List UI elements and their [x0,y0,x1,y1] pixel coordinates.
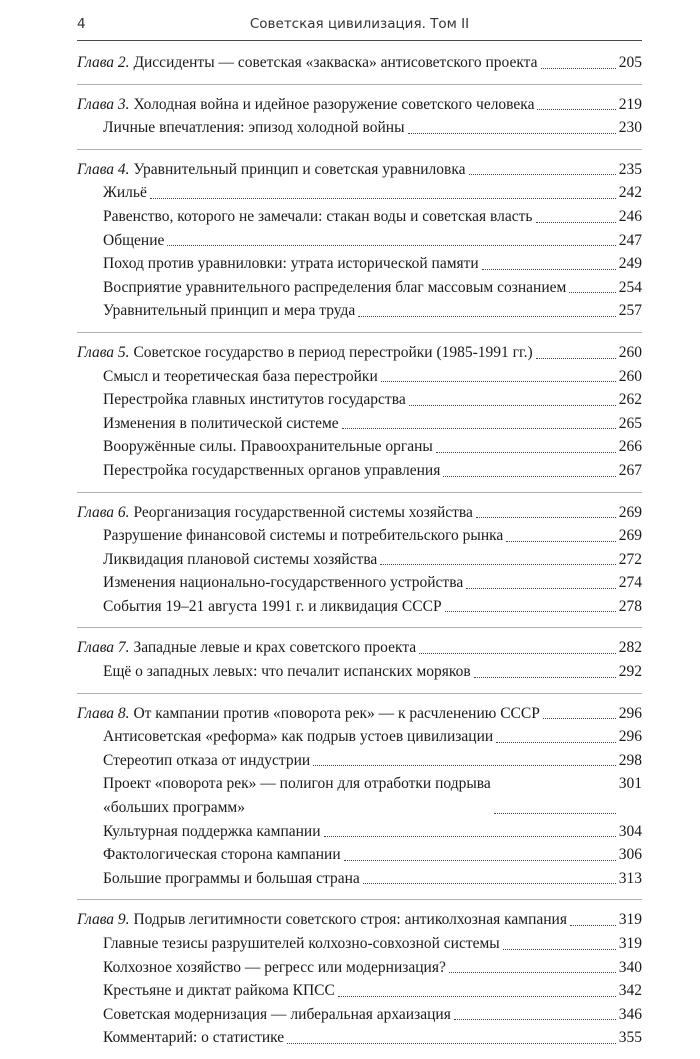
section-page-ref: 249 [618,255,642,273]
dot-leader [419,653,616,654]
section-entry[interactable] [77,660,642,684]
dot-leader [496,742,616,743]
section-title: Культурная поддержка кампании [103,822,321,840]
dot-leader [338,996,616,997]
dot-leader [541,68,616,69]
dot-leader [380,564,615,565]
section-entry[interactable] [77,956,642,980]
section-entry[interactable] [77,1026,642,1050]
section-page-ref: 304 [618,822,642,840]
chapter-heading [77,341,533,365]
section-title: Советская модернизация — либеральная архаизация [103,1005,451,1023]
dot-leader [537,109,615,110]
chapter-title: От кампании против «поворота рек» — к расчленению СССР [133,704,540,722]
section-entry[interactable] [77,412,642,436]
page-number: 4 [77,16,86,32]
chapter-block [77,636,642,693]
section-page-ref: 278 [618,597,642,615]
section-entry[interactable] [77,843,642,867]
section-entry[interactable] [77,595,642,619]
chapter-page-ref: 219 [618,95,642,113]
chapter-title: Диссиденты — советская «закваска» антисоветского проекта [133,54,538,71]
section-entry[interactable] [77,1003,642,1027]
chapter-title: Советское государство в период перестройки (1985-1991 гг.) [133,343,533,361]
section-title-line: Проект «поворота рек» — полигон для отработки подрыва [103,775,491,793]
dot-leader [466,588,616,589]
section-page-ref: 340 [618,958,642,976]
section-entry[interactable] [77,820,642,844]
dot-leader [313,765,616,766]
dot-leader [363,883,616,884]
dot-leader [536,358,616,359]
dot-leader [150,198,616,199]
section-title: Комментарий: о статистике [103,1029,285,1047]
chapter-entry[interactable] [77,501,642,525]
dot-leader [449,972,616,973]
section-page-ref: 242 [618,184,642,202]
chapter-title: Холодная война и идейное разоружение советского человека [133,95,535,113]
section-page-ref: 230 [618,119,642,137]
dot-leader [342,428,616,429]
section-entry[interactable] [77,299,642,323]
section-page-ref: 254 [618,278,642,296]
running-title: Советская цивилизация. Том II [249,16,470,32]
section-page-ref: 272 [618,550,642,568]
dot-leader [167,245,615,246]
section-title: Общение [103,231,165,249]
chapter-heading [77,51,538,75]
section-page-ref: 265 [618,414,642,432]
section-entry[interactable] [77,276,642,300]
dot-leader [536,222,616,223]
chapter-entry[interactable] [77,93,642,117]
section-page-ref: 306 [618,846,642,864]
chapter-entry[interactable] [77,908,642,932]
section-page-ref: 257 [618,302,642,320]
section-page-ref: 296 [618,728,642,746]
section-page-ref: 246 [618,207,642,225]
dot-leader [381,381,616,382]
section-entry[interactable] [77,181,642,205]
chapter-heading [77,636,416,660]
section-page-ref: 262 [618,391,642,409]
section-page-ref: 247 [618,231,642,249]
section-title: Крестьяне и диктат райкома КПСС [103,982,335,1000]
section-entry[interactable] [77,725,642,749]
section-title: Изменения в политической системе [103,414,339,432]
chapter-entry[interactable] [77,51,642,75]
section-page-ref: 342 [618,982,642,1000]
section-page-ref: 267 [618,461,642,479]
section-page-ref: 260 [618,367,642,385]
chapter-entry[interactable] [77,341,642,365]
chapter-prefix: Глава 9. [77,911,130,929]
section-title: Изменения национально-государственного устройства [103,574,464,592]
dot-leader [358,316,615,317]
dot-leader [482,269,616,270]
section-entry[interactable] [77,252,642,276]
section-title: Восприятие уравнительного распределения благ массовым сознанием [103,278,567,296]
dot-leader [445,611,616,612]
section-entry[interactable] [77,571,642,595]
chapter-prefix: Глава 2. [77,54,130,71]
chapter-prefix: Глава 8. [77,704,130,722]
section-title: Большие программы и большая страна [103,869,360,887]
section-page-ref: 346 [618,1005,642,1023]
dot-leader [543,718,616,719]
chapter-page-ref: 282 [618,639,642,657]
chapter-prefix: Глава 5. [77,343,130,361]
section-page-ref: 292 [618,663,642,681]
chapter-heading [77,158,466,182]
section-entry[interactable] [77,459,642,483]
section-page-ref: 298 [618,751,642,769]
section-entry[interactable] [77,435,642,459]
section-title: Жильё [103,184,147,202]
section-entry[interactable] [77,749,642,773]
chapter-page-ref: 319 [618,911,642,929]
chapter-prefix: Глава 4. [77,160,130,178]
section-entry[interactable] [77,229,642,253]
section-entry[interactable] [77,548,642,572]
section-entry[interactable] [77,365,642,389]
chapter-block [77,341,642,493]
section-title: Фактологическая сторона кампании [103,846,341,864]
table-of-contents [77,51,642,1059]
section-entry[interactable] [77,979,642,1003]
chapter-page-ref: 269 [618,503,642,521]
chapter-block [77,908,642,1059]
chapter-page-ref: 205 [618,54,642,71]
section-title: Антисоветская «реформа» как подрыв устоев цивилизации [103,728,494,746]
section-title: Главные тезисы разрушителей колхозно-совхозной системы [103,935,500,952]
chapter-page-ref: 296 [618,704,642,722]
dot-leader [569,292,615,293]
section-entry[interactable] [77,867,642,891]
dot-leader [474,677,616,678]
section-title: События 19–21 августа 1991 г. и ликвидация СССР [103,597,442,615]
section-title: Уравнительный принцип и мера труда [103,302,356,320]
dot-leader [409,405,616,406]
chapter-entry[interactable] [77,636,642,660]
section-page-ref: 266 [618,438,642,456]
chapter-title: Западные левые и крах советского проекта [133,639,417,657]
section-title: Разрушение финансовой системы и потребительского рынка [103,527,504,545]
section-title: Вооружённые силы. Правоохранительные органы [103,438,433,456]
section-entry[interactable] [77,205,642,229]
dot-leader [469,174,616,175]
chapter-title: Реорганизация государственной системы хозяйства [133,503,473,521]
chapter-heading [77,93,534,117]
section-entry[interactable] [77,116,642,140]
section-page-ref: 355 [618,1029,642,1047]
section-title: Поход против уравниловки: утрата исторической памяти [103,255,479,273]
section-page-ref: 301 [618,775,642,793]
section-page-ref: 274 [618,574,642,592]
chapter-title: Уравнительный принцип и советская уравниловка [133,160,466,178]
dot-leader [344,860,616,861]
section-page-ref: 319 [618,935,642,952]
chapter-prefix: Глава 7. [77,639,130,657]
chapter-prefix: Глава 6. [77,503,130,521]
section-title-line: «больших программ» [103,799,245,817]
chapter-block [77,93,642,150]
chapter-block [77,702,642,901]
section-title: Личные впечатления: эпизод холодной войны [103,119,405,137]
dot-leader [503,949,616,950]
chapter-heading [77,501,473,525]
chapter-heading [77,702,540,726]
section-title: Перестройка главных институтов государства [103,391,406,409]
chapter-entry[interactable] [77,158,642,182]
dot-leader [287,1043,616,1044]
section-title: Перестройка государственных органов управления [103,461,441,479]
dot-leader [454,1019,616,1020]
dot-leader [443,476,615,477]
section-title: Ещё о западных левых: что печалит испанских моряков [103,663,471,681]
dot-leader [436,452,616,453]
page-header [77,0,642,41]
section-entry[interactable] [77,932,642,956]
section-title: Стереотип отказа от индустрии [103,751,311,769]
chapter-prefix: Глава 3. [77,95,130,113]
section-title: Ликвидация плановой системы хозяйства [103,550,378,568]
section-title: Равенство, которого не замечали: стакан воды и советская власть [103,207,533,225]
dot-leader [408,133,616,134]
dot-leader [494,813,616,814]
section-entry[interactable] [77,388,642,412]
chapter-block [77,51,642,85]
section-title: Колхозное хозяйство — регресс или модернизация? [103,958,446,976]
chapter-entry[interactable] [77,702,642,726]
section-title [103,772,491,819]
section-page-ref: 269 [618,527,642,545]
section-entry[interactable] [77,772,642,819]
chapter-block [77,501,642,629]
section-title: Смысл и теоретическая база перестройки [103,367,378,385]
dot-leader [570,925,616,926]
chapter-block [77,158,642,333]
chapter-heading [77,908,567,932]
dot-leader [506,541,615,542]
section-page-ref: 313 [618,869,642,887]
chapter-page-ref: 235 [618,160,642,178]
chapter-page-ref: 260 [618,343,642,361]
dot-leader [476,517,616,518]
section-entry[interactable] [77,524,642,548]
dot-leader [324,836,616,837]
chapter-title: Подрыв легитимности советского строя: антиколхозная кампания [133,911,567,929]
